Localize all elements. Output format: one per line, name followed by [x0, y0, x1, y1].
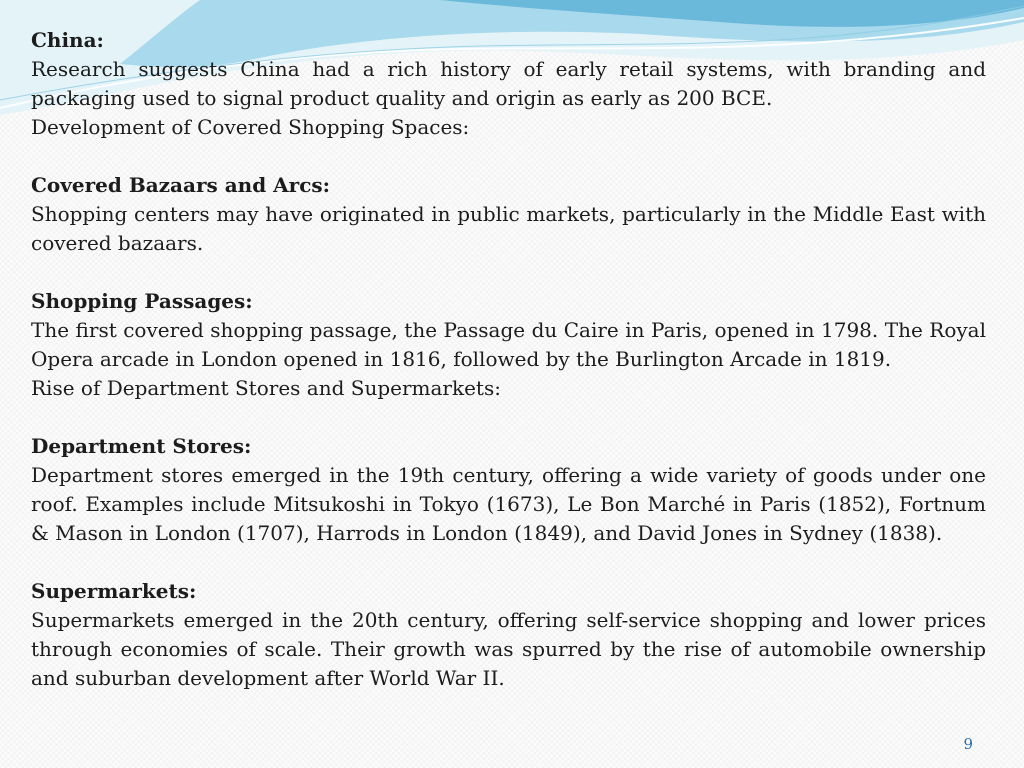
page-number: 9	[963, 735, 973, 753]
spacer	[31, 403, 986, 432]
section-heading-department-stores: Department Stores:	[31, 434, 252, 458]
spacer	[31, 142, 986, 171]
section-heading-supermarkets: Supermarkets:	[31, 579, 197, 603]
slide-content	[31, 26, 986, 693]
section-heading-china: China:	[31, 28, 104, 52]
section-body-shopping-passages: The first covered shopping passage, the Passage du Caire in Paris, opened in 1798. The Royal Opera arcade in London opened in 1816, followed by the Burlington Arcade in 1819.	[31, 318, 986, 371]
spacer	[31, 548, 986, 577]
subheading-covered-shopping-spaces: Development of Covered Shopping Spaces:	[31, 115, 470, 139]
spacer	[31, 258, 986, 287]
section-body-supermarkets: Supermarkets emerged in the 20th century, offering self-service shopping and lower prices through economies of scale. Their growth was spurred by the rise of automobile ownership and suburban development after World War II.	[31, 608, 986, 690]
section-body-department-stores: Department stores emerged in the 19th century, offering a wide variety of goods under one roof. Examples include Mitsukoshi in Tokyo (1673), Le Bon Marché in Paris (1852), Fortnum & Mason in London (1707), Harrods in London (1849), and David Jones in Sydney (1838).	[31, 463, 986, 545]
section-body-covered-bazaars: Shopping centers may have originated in public markets, particularly in the Middle East with covered bazaars.	[31, 202, 986, 255]
section-heading-shopping-passages: Shopping Passages:	[31, 289, 253, 313]
section-body-china: Research suggests China had a rich history of early retail systems, with branding and packaging used to signal product quality and origin as early as 200 BCE.	[31, 57, 986, 110]
section-heading-covered-bazaars: Covered Bazaars and Arcs:	[31, 173, 331, 197]
subheading-department-stores-supermarkets: Rise of Department Stores and Supermarkets:	[31, 376, 501, 400]
